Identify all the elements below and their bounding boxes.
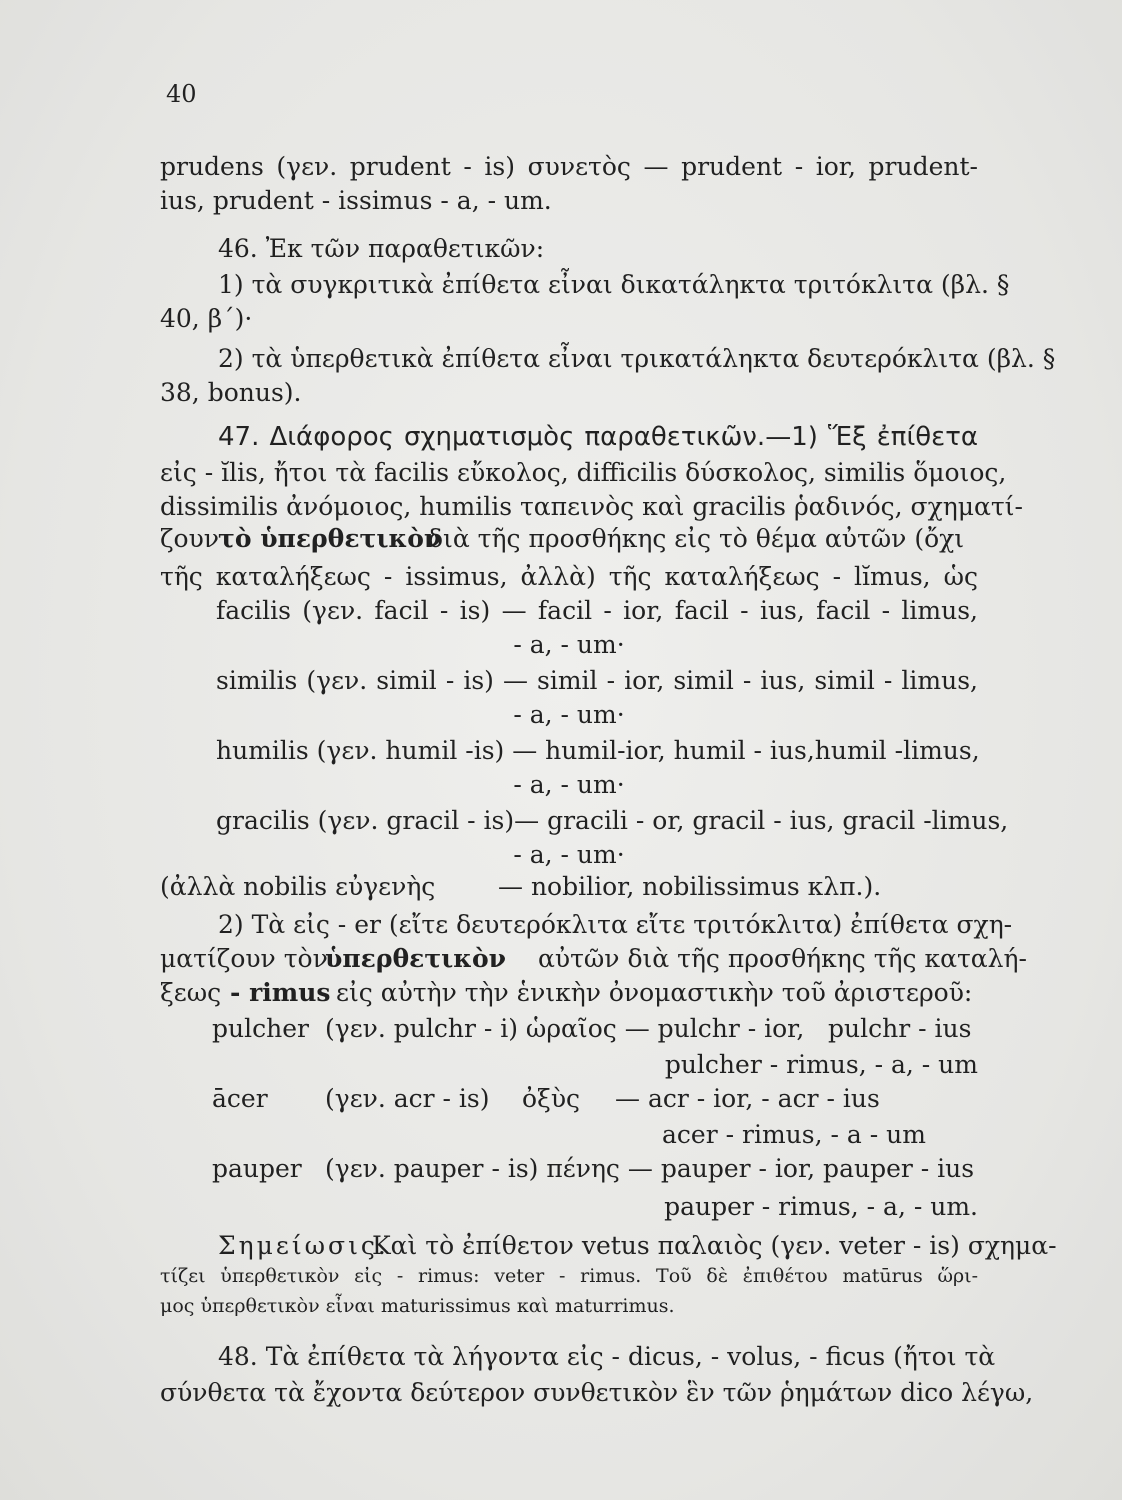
text-segment: (γεν. pulchr - i) ὡραῖος — pulchr - ior, [325,1014,805,1043]
paradigm-line [160,1014,978,1050]
text-segment: (ἀλλὰ nobilis εὐγενὴς [160,872,436,901]
paradigm-line [160,1120,978,1156]
text-segment: ζουν [160,524,219,553]
section-heading: 47. Διάφορος σχηματισμὸς παραθετικῶν.—1) Ἕξ ἐπίθετα [218,422,978,452]
text-segment: — acr - ior, - acr - ius [615,1084,880,1113]
text-line: σύνθετα τὰ ἔχοντα δεύτερον συνθετικὸν ἓν τῶν ῥημάτων dico λέγω, [160,1378,1034,1407]
paradigm-ending: - a, - um· [513,700,625,729]
paradigm-ending: pulcher - rimus, - a, - um [664,1050,978,1079]
text-line: 38, bonus). [160,378,302,407]
page-number: 40 [166,80,197,108]
paradigm-ending: - a, - um· [513,770,625,799]
bold-term: τὸ ὑπερθετικὸν [218,524,442,553]
text-segment: ματίζουν τὸν [160,944,328,973]
text-segment: — nobilior, nobilissimus κλπ.). [498,872,882,901]
text-segment: pauper [212,1154,302,1183]
paradigm-line: facilis (γεν. facil - is) — facil - ior, facil - ius, facil - limus, [216,596,978,625]
text-segment: (γεν. acr - is) [325,1084,490,1113]
bold-term: - rimus [230,978,331,1007]
text-line: prudens (γεν. prudent - is) συνετὸς — prudent - ior, prudent- [160,152,978,181]
paradigm-line: gracilis (γεν. gracil - is)— gracili - or, gracil - ius, gracil -limus, [216,806,1009,835]
text-segment: ξεως [160,978,222,1007]
paradigm-line: humilis (γεν. humil -is) — humil-ior, humil - ius,humil -limus, [216,736,980,765]
text-segment: pulcher [212,1014,309,1043]
text-line: 1) τὰ συγκριτικὰ ἐπίθετα εἶναι δικατάληκτα τριτόκλιτα (βλ. § [218,270,1010,299]
text-line [160,944,1027,980]
text-line: 2) Τὰ εἰς - er (εἴτε δευτερόκλιτα εἴτε τριτόκλιτα) ἐπίθετα σχη- [218,910,1013,939]
note-line: τίζει ὑπερθετικὸν εἰς - rimus: veter - rimus. Τοῦ δὲ ἐπιθέτου matūrus ὥρι- [160,1265,978,1287]
text-line: εἰς - ĭlis, ἤτοι τὰ facilis εὔκολος, difficilis δύσκολος, similis ὅμοιος, [160,458,1007,487]
paradigm-ending: pauper - rimus, - a, - um. [664,1192,978,1221]
paradigm-line [160,1084,978,1120]
text-line [160,978,978,1014]
text-segment: διὰ τῆς προσθήκης εἰς τὸ θέμα αὐτῶν (ὄχι [428,524,965,553]
text-line: 2) τὰ ὑπερθετικὰ ἐπίθετα εἶναι τρικατάληκτα δευτερόκλιτα (βλ. § [218,344,1056,373]
text-segment: ācer [212,1084,268,1113]
text-line [160,872,978,908]
section-heading: 48. Τὰ ἐπίθετα τὰ λήγοντα εἰς - dicus, - volus, - ficus (ἤτοι τὰ [218,1342,996,1371]
note-label: Σημείωσις. [218,1231,389,1260]
paradigm-ending: - a, - um· [513,840,625,869]
paradigm-ending: - a, - um· [513,630,625,659]
text-segment: ὀξὺς [522,1084,581,1113]
text-segment: acer - rimus, - a - um [662,1120,926,1149]
text-segment: (γεν. pauper - is) πένης — pauper - ior, pauper - ius [325,1154,975,1183]
text-line: τῆς καταλήξεως - issimus, ἀλλὰ) τῆς καταλήξεως - lĭmus, ὡς [160,562,978,591]
note-line: μος ὑπερθετικὸν εἶναι maturissimus καὶ maturrimus. [160,1295,675,1317]
note-line [160,1231,1057,1260]
paradigm-line [160,1154,978,1190]
paradigm-line: similis (γεν. simil - is) — simil - ior, simil - ius, simil - limus, [216,666,978,695]
text-segment: εἰς αὐτὴν τὴν ἑνικὴν ὀνομαστικὴν τοῦ ἀριστεροῦ: [336,978,973,1007]
text-segment: pulchr - ius [828,1014,972,1043]
text-segment: Καὶ τὸ ἐπίθετον vetus παλαιὸς (γεν. veter - is) σχημα- [372,1231,1057,1260]
text-line [160,524,978,560]
section-heading: 46. Ἐκ τῶν παραθετικῶν: [218,234,545,263]
text-line: ius, prudent - issimus - a, - um. [160,186,552,215]
text-line: 40, β´)· [160,304,253,333]
bold-term: ὑπερθετικὸν [325,944,507,973]
text-line: dissimilis ἀνόμοιος, humilis ταπεινὸς καὶ gracilis ῥαδινός, σχηματί- [160,492,1023,521]
text-segment: αὐτῶν διὰ τῆς προσθήκης τῆς καταλή- [538,944,1027,973]
